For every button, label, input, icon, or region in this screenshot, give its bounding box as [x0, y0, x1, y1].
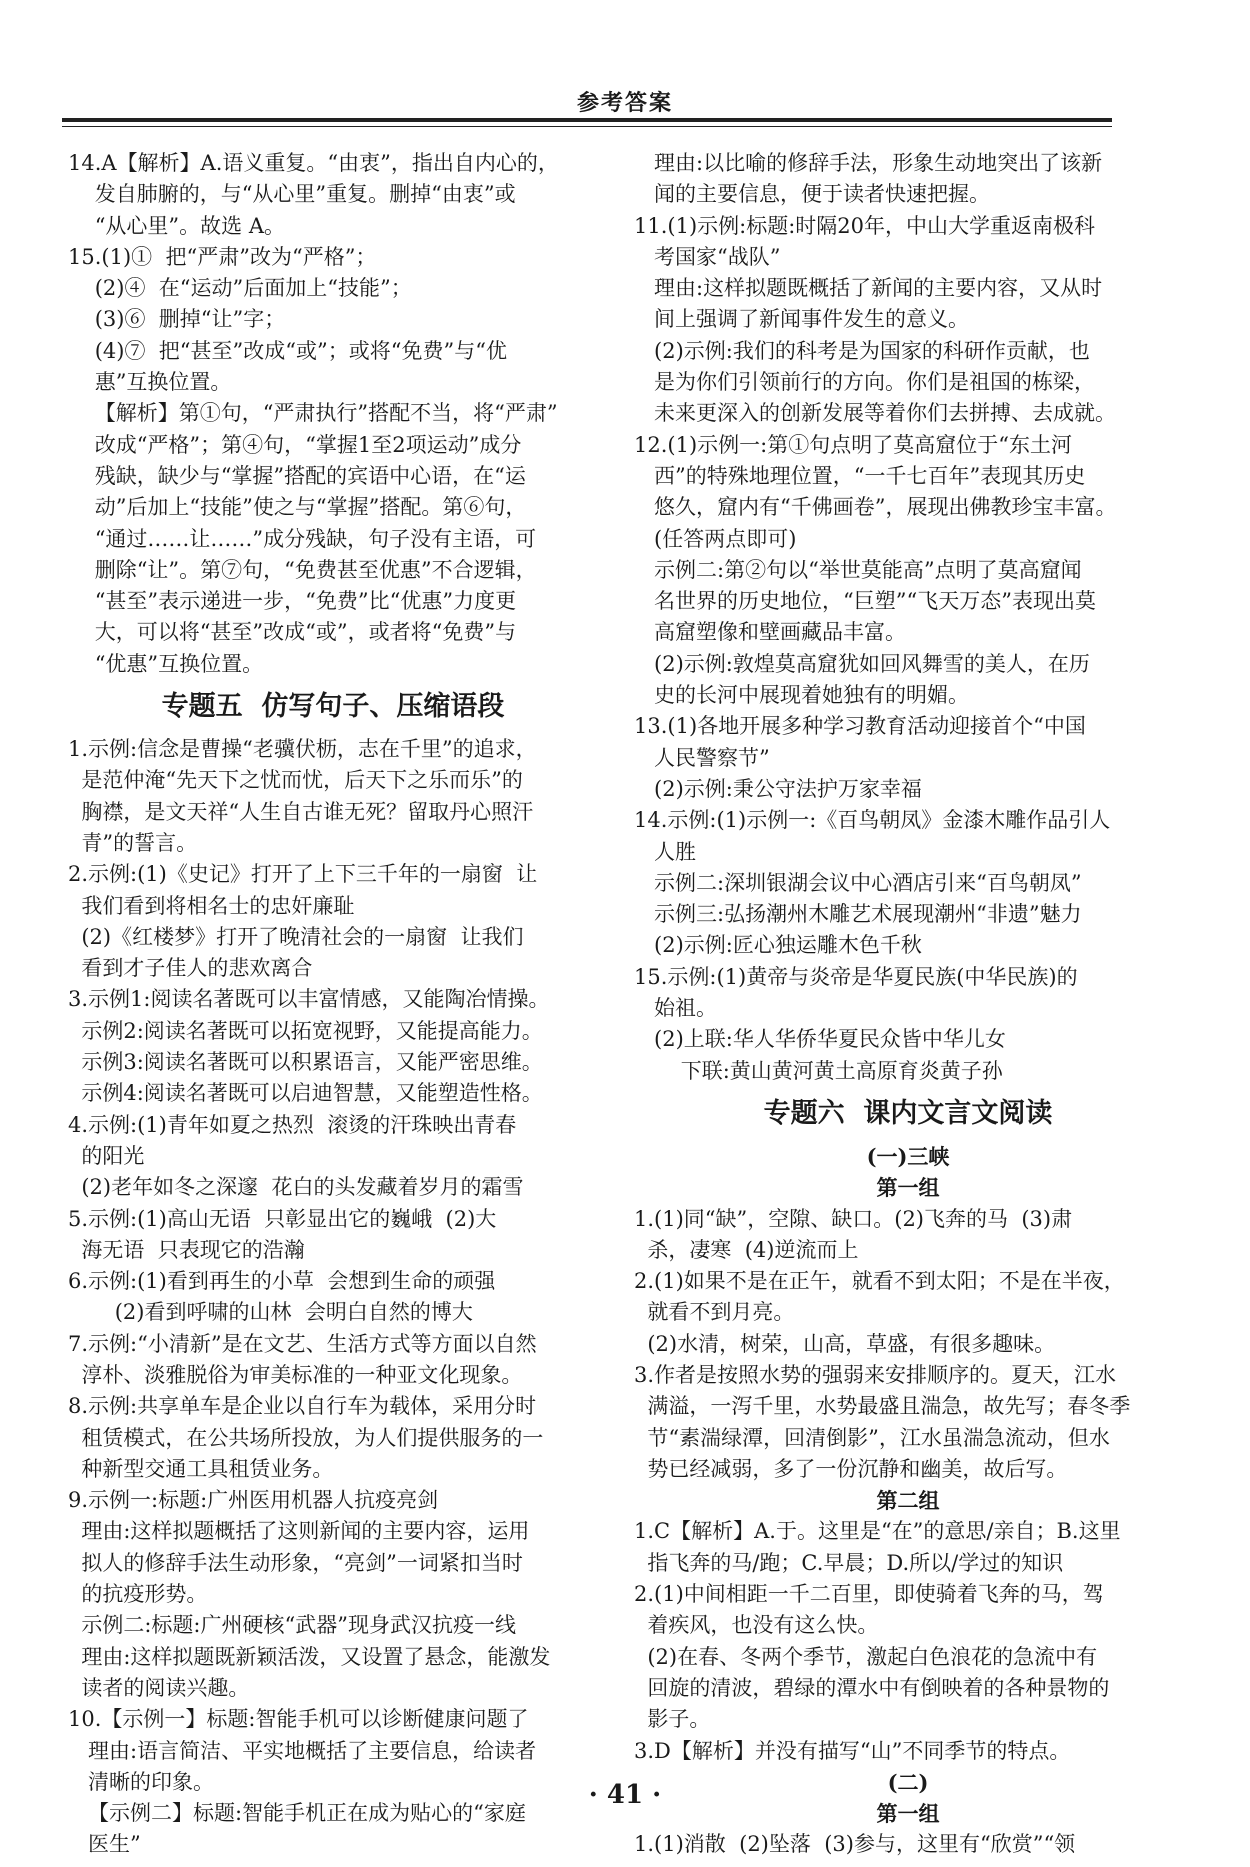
text-line: 15.示例:(1)黄帝与炎帝是华夏民族(中华民族)的 — [634, 964, 1078, 989]
text-line: (2)④ 在“运动”后面加上“技能”； — [68, 276, 412, 301]
text-line: 示例二:深圳银湖会议中心酒店引来“百鸟朝凤” — [634, 870, 1082, 895]
text-line: 14.示例:(1)示例一:《百鸟朝凤》金漆木雕作品引人 — [634, 808, 1111, 833]
text-line: “通过……让……”成分残缺，句子没有主语，可 — [68, 526, 537, 551]
text-line: 理由:语言简洁、平实地概括了主要信息，给读者 — [68, 1738, 537, 1763]
text-line: “从心里”。故选 A。 — [68, 213, 286, 238]
text-line: 【解析】第①句，“严肃执行”搭配不当，将“严肃” — [68, 401, 558, 426]
text-line: 海无语 只表现它的浩瀚 — [68, 1237, 305, 1262]
text-line: (2)老年如冬之深邃 花白的头发藏着岁月的霜雪 — [68, 1175, 524, 1200]
text-line: 1.(1)同“缺”，空隙、缺口。(2)飞奔的马 (3)肃 — [634, 1206, 1073, 1231]
text-line: 删除“让”。第⑦句，“免费甚至优惠”不合逻辑， — [68, 557, 537, 582]
text-line: 清晰的印象。 — [68, 1769, 215, 1794]
text-line: 回旋的清波，碧绿的潭水中有倒映着的各种景物的 — [634, 1675, 1110, 1700]
text-line: 示例二:第②句以“举世莫能高”点明了莫高窟闻 — [634, 557, 1082, 582]
text-line: 示例三:弘扬潮州木雕艺术展现潮州“非遗”魅力 — [634, 902, 1082, 927]
text-line: 5.示例:(1)高山无语 只彰显出它的巍峨 (2)大 — [68, 1206, 497, 1231]
subsection-heading: 第一组 — [876, 1175, 940, 1201]
text-line: (2)看到呼啸的山林 会明白自然的博大 — [68, 1300, 473, 1325]
text-line: 考国家“战队” — [634, 244, 781, 269]
text-line: 4.示例:(1)青年如夏之热烈 滚烫的汗珠映出青春 — [68, 1112, 517, 1137]
header-rule-thick — [62, 118, 1112, 122]
text-line: (2)示例:匠心独运雕木色千秋 — [634, 933, 922, 958]
text-line: “优惠”互换位置。 — [68, 651, 264, 676]
text-line: (4)⑦ 把“甚至”改成“或”；或将“免费”与“优 — [68, 338, 507, 363]
text-line: 始祖。 — [634, 996, 718, 1021]
text-line: 大，可以将“甚至”改成“或”，或者将“免费”与 — [68, 620, 517, 645]
text-line: 看到才子佳人的悲欢离合 — [68, 956, 313, 981]
text-line: “甚至”表示递进一步，“免费”比“优惠”力度更 — [68, 589, 517, 614]
text-line: 胸襟，是文天祥“人生自古谁无死？留取丹心照汗 — [68, 799, 534, 824]
text-line: 惠”互换位置。 — [68, 370, 232, 395]
text-line: (2)上联:华人华侨华夏民众皆中华儿女 — [634, 1027, 1006, 1052]
text-line: (任答两点即可) — [634, 526, 797, 551]
subsection-heading: (一)三峡 — [866, 1143, 950, 1169]
text-line: 理由:这样拟题既概括了新闻的主要内容，又从时 — [634, 276, 1103, 301]
text-line: 未来更深入的创新发展等着你们去拼搏、去成就。 — [634, 401, 1117, 426]
text-line: (2)示例:秉公守法护万家幸福 — [634, 776, 922, 801]
text-line: 我们看到将相名士的忠奸廉耻 — [68, 893, 355, 918]
text-line: 2.示例:(1)《史记》打开了上下三千年的一扇窗 让 — [68, 862, 538, 887]
text-line: 14.A【解析】A.语义重复。“由衷”，指出自内心的， — [68, 151, 559, 175]
text-line: 【示例二】标题:智能手机正在成为贴心的“家庭 — [68, 1801, 526, 1826]
text-line: 3.D【解析】并没有描写“山”不同季节的特点。 — [634, 1738, 1071, 1763]
text-line: 高窟塑像和壁画藏品丰富。 — [634, 620, 907, 645]
text-line: 下联:黄山黄河黄土高原育炎黄子孙 — [634, 1058, 1003, 1083]
text-line: 15.(1)① 把“严肃”改为“严格”； — [68, 244, 377, 269]
text-line: 医生” — [68, 1832, 141, 1857]
text-line: 改成“严格”；第④句，“掌握1至2项运动”成分 — [68, 432, 522, 457]
text-line: 拟人的修辞手法生动形象，“亮剑”一词紧扣当时 — [68, 1550, 523, 1575]
text-line: 青”的誓言。 — [68, 830, 198, 855]
text-line: 3.示例1:阅读名著既可以丰富情感，又能陶冶情操。 — [68, 987, 550, 1012]
text-line: 种新型交通工具租赁业务。 — [68, 1456, 334, 1481]
text-line: 11.(1)示例:标题:时隔20年，中山大学重返南极科 — [634, 213, 1096, 238]
text-line: (2)水清，树荣，山高，草盛，有很多趣味。 — [634, 1331, 1056, 1356]
text-line: 残缺，缺少与“掌握”搭配的宾语中心语，在“运 — [68, 463, 526, 488]
text-line: 就看不到月亮。 — [634, 1300, 795, 1325]
text-line: 租赁模式，在公共场所投放，为人们提供服务的一 — [68, 1425, 544, 1450]
text-line: 12.(1)示例一:第①句点明了莫高窟位于“东土河 — [634, 432, 1072, 457]
text-line: 9.示例一:标题:广州医用机器人抗疫亮剑 — [68, 1488, 439, 1513]
text-line: 着疾风，也没有这么快。 — [634, 1613, 879, 1638]
text-line: 的阳光 — [68, 1143, 145, 1168]
text-line: 1.示例:信念是曹操“老骥伏枥，志在千里”的追求， — [68, 737, 537, 762]
text-line: (2)在春、冬两个季节，激起白色浪花的急流中有 — [634, 1644, 1098, 1669]
text-line: 闻的主要信息，便于读者快速把握。 — [634, 182, 991, 207]
subsection-heading: (二) — [887, 1769, 929, 1795]
text-line: 西”的特殊地理位置，“一千七百年”表现其历史 — [634, 463, 1086, 488]
text-line: 示例二:标题:广州硬核“武器”现身武汉抗疫一线 — [68, 1613, 516, 1638]
text-line: 是范仲淹“先天下之忧而忧，后天下之乐而乐”的 — [68, 768, 523, 793]
text-line: 1.(1)消散 (2)坠落 (3)参与，这里有“欣赏”“领 — [634, 1832, 1076, 1857]
text-line: 示例4:阅读名著既可以启迪智慧，又能塑造性格。 — [68, 1081, 543, 1106]
text-line: 10.【示例一】标题:智能手机可以诊断健康问题了 — [68, 1707, 529, 1732]
text-line: 淳朴、淡雅脱俗为审美标准的一种亚文化现象。 — [68, 1362, 523, 1387]
text-line: 3.作者是按照水势的强弱来安排顺序的。夏天，江水 — [634, 1362, 1117, 1387]
text-line: 13.(1)各地开展多种学习教育活动迎接首个“中国 — [634, 714, 1086, 739]
text-line: 是为你们引领前行的方向。你们是祖国的栋梁， — [634, 370, 1096, 395]
text-line: 2.(1)如果不是在正午，就看不到太阳；不是在半夜， — [634, 1269, 1125, 1294]
text-line: 满溢，一泻千里，水势最盛且湍急，故先写；春冬季 — [634, 1394, 1131, 1419]
text-line: (3)⑥ 删掉“让”字； — [68, 307, 286, 332]
section-heading: 专题五 仿写句子、压缩语段 — [161, 691, 505, 723]
header-title: 参考答案 — [576, 90, 673, 116]
text-line: 6.示例:(1)看到再生的小草 会想到生命的顽强 — [68, 1269, 496, 1294]
text-line: 1.C【解析】A.于。这里是“在”的意思/亲自；B.这里 — [634, 1519, 1121, 1544]
text-line: 人胜 — [634, 839, 697, 864]
text-line: (2)示例:敦煌莫高窟犹如回风舞雪的美人，在历 — [634, 651, 1090, 676]
text-line: 读者的阅读兴趣。 — [68, 1675, 250, 1700]
text-line: 7.示例:“小清新”是在文艺、生活方式等方面以自然 — [68, 1331, 537, 1356]
text-line: 名世界的历史地位，“巨塑”“飞天万态”表现出莫 — [634, 589, 1096, 614]
text-line: 示例3:阅读名著既可以积累语言，又能严密思维。 — [68, 1050, 543, 1075]
header-rule-thin — [62, 126, 1112, 127]
text-line: 动”后加上“技能”使之与“掌握”搭配。第⑥句， — [68, 495, 527, 520]
text-line: 节“素湍绿潭，回清倒影”，江水虽湍急流动，但水 — [634, 1425, 1110, 1450]
section-heading: 专题六 课内文言文阅读 — [763, 1097, 1053, 1129]
text-line: 杀，凄寒 (4)逆流而上 — [634, 1237, 859, 1262]
text-line: 悠久，窟内有“千佛画卷”，展现出佛教珍宝丰富。 — [634, 495, 1117, 520]
text-line: 影子。 — [634, 1707, 711, 1732]
left-column — [68, 148, 598, 1861]
text-line: 理由:这样拟题概括了这则新闻的主要内容，运用 — [68, 1519, 530, 1544]
text-line: 发自肺腑的，与“从心里”重复。删掉“由衷”或 — [68, 182, 516, 207]
text-line: 的抗疫形势。 — [68, 1582, 208, 1607]
text-line: (2)《红楼梦》打开了晚清社会的一扇窗 让我们 — [68, 924, 524, 949]
text-line: (2)示例:我们的科考是为国家的科研作贡献，也 — [634, 338, 1090, 363]
subsection-heading: 第二组 — [876, 1488, 940, 1514]
text-line: 2.(1)中间相距一千二百里，即使骑着飞奔的马，驾 — [634, 1582, 1104, 1607]
text-line: 人民警察节” — [634, 745, 770, 770]
text-line: 指飞奔的马/跑；C.早晨；D.所以/学过的知识 — [634, 1550, 1064, 1575]
text-line: 示例2:阅读名著既可以拓宽视野，又能提高能力。 — [68, 1018, 543, 1043]
page-number: · 41 · — [588, 1780, 662, 1810]
text-line: 势已经减弱，多了一份沉静和幽美，故后写。 — [634, 1456, 1068, 1481]
text-line: 8.示例:共享单车是企业以自行车为载体，采用分时 — [68, 1394, 537, 1419]
text-line: 间上强调了新闻事件发生的意义。 — [634, 307, 970, 332]
text-line: 理由:这样拟题既新颖活泼，又设置了悬念，能激发 — [68, 1644, 551, 1669]
right-column — [634, 148, 1182, 1861]
text-line: 理由:以比喻的修辞手法，形象生动地突出了该新 — [634, 151, 1103, 175]
subsection-heading: 第一组 — [876, 1801, 940, 1827]
text-line: 史的长河中展现着她独有的明媚。 — [634, 683, 970, 708]
